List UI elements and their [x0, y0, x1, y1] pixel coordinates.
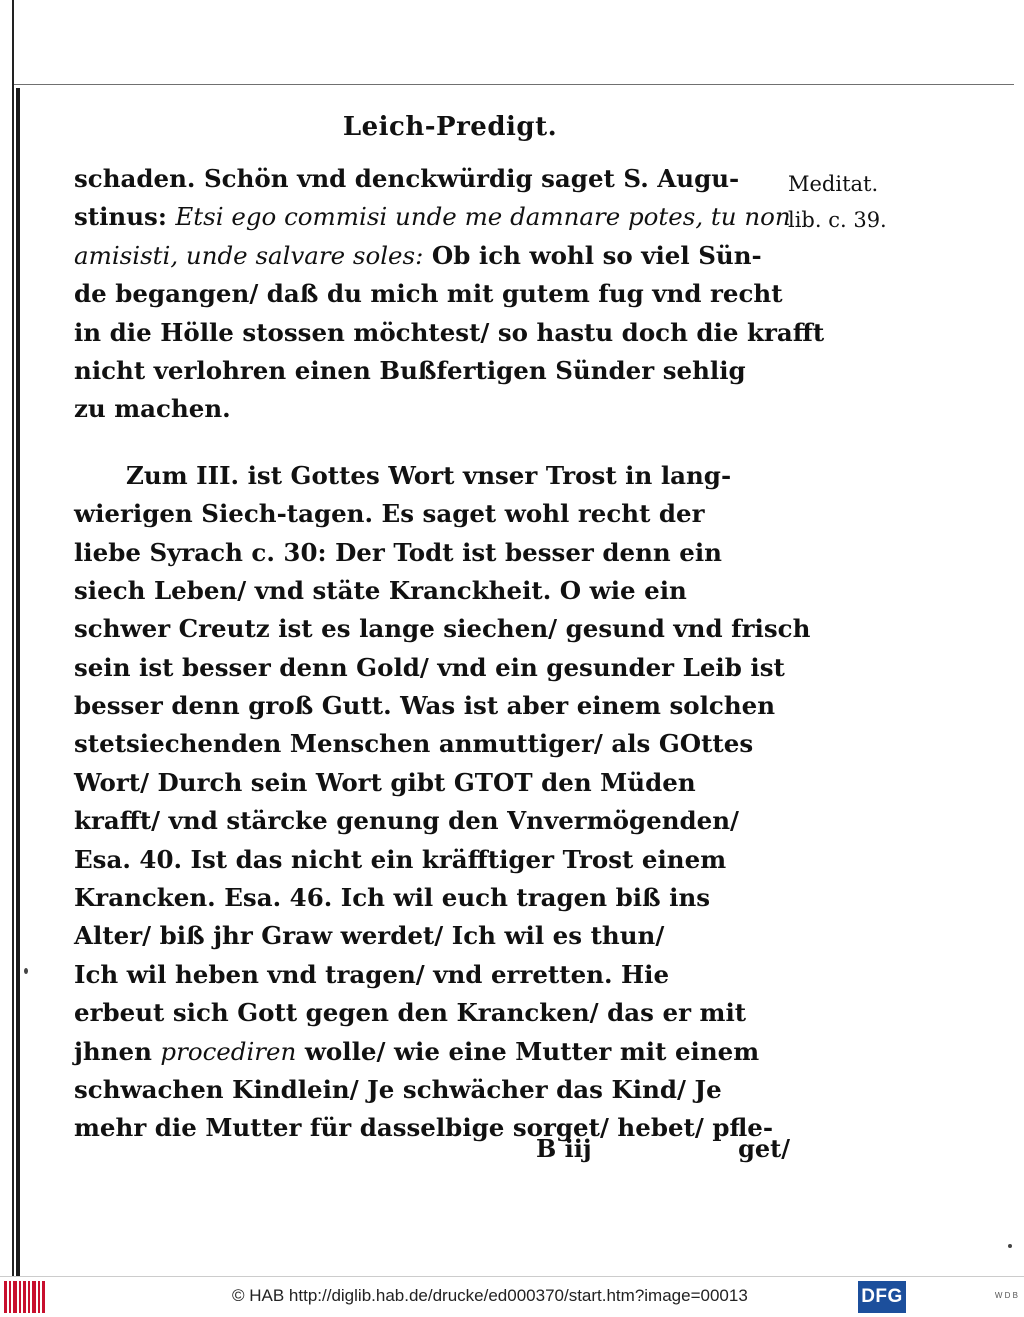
- scan-speck: [1008, 1244, 1012, 1248]
- text-line: [74, 802, 790, 840]
- scan-border: [14, 84, 1014, 85]
- text-line: [74, 160, 790, 198]
- line-text: besser denn groß Gutt. Was ist aber einem solchen: [74, 691, 776, 721]
- page-edge: [0, 0, 14, 1276]
- latin-text: Etsi ego commisi unde me damnare potes, tu non: [175, 202, 791, 232]
- latin-text: procediren: [160, 1036, 297, 1066]
- line-text: Zum III. ist Gottes Wort vnser Trost in lang-: [126, 460, 732, 490]
- line-text: liebe Syrach c. 30: Der Todt ist besser denn ein: [74, 537, 722, 567]
- text-line: [74, 314, 825, 352]
- line-text: Ich wil heben vnd tragen/ vnd erretten. Hie: [74, 959, 670, 989]
- text-line: [74, 879, 790, 917]
- text-line: [74, 352, 790, 390]
- viewer-footer: [0, 1276, 1024, 1317]
- text-line: [74, 198, 790, 236]
- latin-text: amisisti, unde salvare soles:: [74, 240, 424, 270]
- text-line: [74, 534, 790, 572]
- signature-mark: B iij: [536, 1134, 592, 1163]
- barcode-bar: [9, 1281, 11, 1313]
- text-line: [74, 725, 790, 763]
- line-text: schwachen Kindlein/ Je schwächer das Kind/ Je: [74, 1074, 722, 1104]
- text-line: [74, 457, 790, 495]
- permalink[interactable]: © HAB http://diglib.hab.de/drucke/ed000370/start.htm?image=00013: [232, 1286, 748, 1305]
- line-text: mehr die Mutter für dasselbige sorget/ hebet/ pfle-: [74, 1113, 774, 1143]
- line-text: de begangen/ daß du mich mit gutem fug vnd recht: [74, 279, 783, 309]
- line-text: jhnen: [74, 1036, 161, 1066]
- barcode-bar: [19, 1281, 21, 1313]
- dfg-logo[interactable]: DFG: [858, 1281, 906, 1313]
- line-text: stetsiechenden Menschen anmuttiger/ als GOttes: [74, 729, 754, 759]
- hab-barcode-icon: [4, 1281, 46, 1313]
- scan-speck: [24, 968, 28, 974]
- line-text: in die Hölle stossen möchtest/ so hastu doch die krafft: [74, 317, 825, 347]
- text-line: [74, 764, 790, 802]
- line-text: Wort/ Durch sein Wort gibt GTOT den Müden: [74, 767, 696, 797]
- catchline: [74, 1134, 790, 1170]
- running-head: Leich-Predigt.: [342, 112, 558, 142]
- line-text: Esa. 40. Ist das nicht ein kräfftiger Trost einem: [74, 844, 727, 874]
- text-line: [74, 649, 790, 687]
- text-line: [74, 275, 790, 313]
- body-text: [74, 160, 825, 1148]
- line-text: zu machen.: [74, 394, 231, 424]
- line-text: wierigen Siech-tagen. Es saget wohl recht der: [74, 499, 705, 529]
- text-line: [74, 917, 790, 955]
- barcode-bar: [32, 1281, 36, 1313]
- barcode-bar: [4, 1281, 7, 1313]
- line-text: erbeut sich Gott gegen den Krancken/ das er mit: [74, 998, 747, 1028]
- barcode-bar: [28, 1281, 30, 1313]
- text-line: [74, 1033, 790, 1071]
- line-text: wolle/ wie eine Mutter mit einem: [296, 1036, 760, 1066]
- line-text: Krancken. Esa. 46. Ich wil euch tragen biß ins: [74, 883, 711, 913]
- text-line: [74, 237, 790, 275]
- line-text: schwer Creutz ist es lange siechen/ gesund vnd frisch: [74, 614, 811, 644]
- text-line: [74, 495, 790, 533]
- copyright-link[interactable]: [232, 1286, 832, 1308]
- text-line: [74, 841, 790, 879]
- line-text: sein ist besser denn Gold/ vnd ein gesunder Leib ist: [74, 652, 785, 682]
- text-line: [74, 1071, 790, 1109]
- text-line: [74, 687, 790, 725]
- barcode-bar: [13, 1281, 17, 1313]
- paragraph-gap: [74, 429, 790, 457]
- text-line: [74, 994, 790, 1032]
- margin-note-line: Meditat.: [788, 172, 879, 196]
- line-text: siech Leben/ vnd stäte Kranckheit. O wie ein: [74, 575, 687, 605]
- barcode-bar: [38, 1281, 40, 1313]
- binding-shadow: [16, 88, 20, 1276]
- catchword: get/: [738, 1134, 790, 1163]
- line-text: stinus:: [74, 202, 176, 232]
- text-line: [74, 610, 811, 648]
- barcode-bar: [23, 1281, 26, 1313]
- margin-note: [788, 166, 908, 238]
- line-text: Ob ich wohl so viel Sün-: [423, 240, 762, 270]
- wdb-mark: W D B: [994, 1291, 1018, 1300]
- line-text: nicht verlohren einen Bußfertigen Sünder sehlig: [74, 355, 746, 385]
- margin-note-line: lib. c. 39.: [788, 208, 887, 232]
- text-line: [74, 390, 790, 428]
- line-text: krafft/ vnd stärcke genung den Vnvermögenden/: [74, 806, 739, 836]
- barcode-bar: [42, 1281, 45, 1313]
- line-text: schaden. Schön vnd denckwürdig saget S. Augu-: [74, 164, 740, 193]
- text-line: [74, 572, 790, 610]
- line-text: Alter/ biß jhr Graw werdet/ Ich wil es thun/: [74, 921, 665, 951]
- text-line: [74, 956, 790, 994]
